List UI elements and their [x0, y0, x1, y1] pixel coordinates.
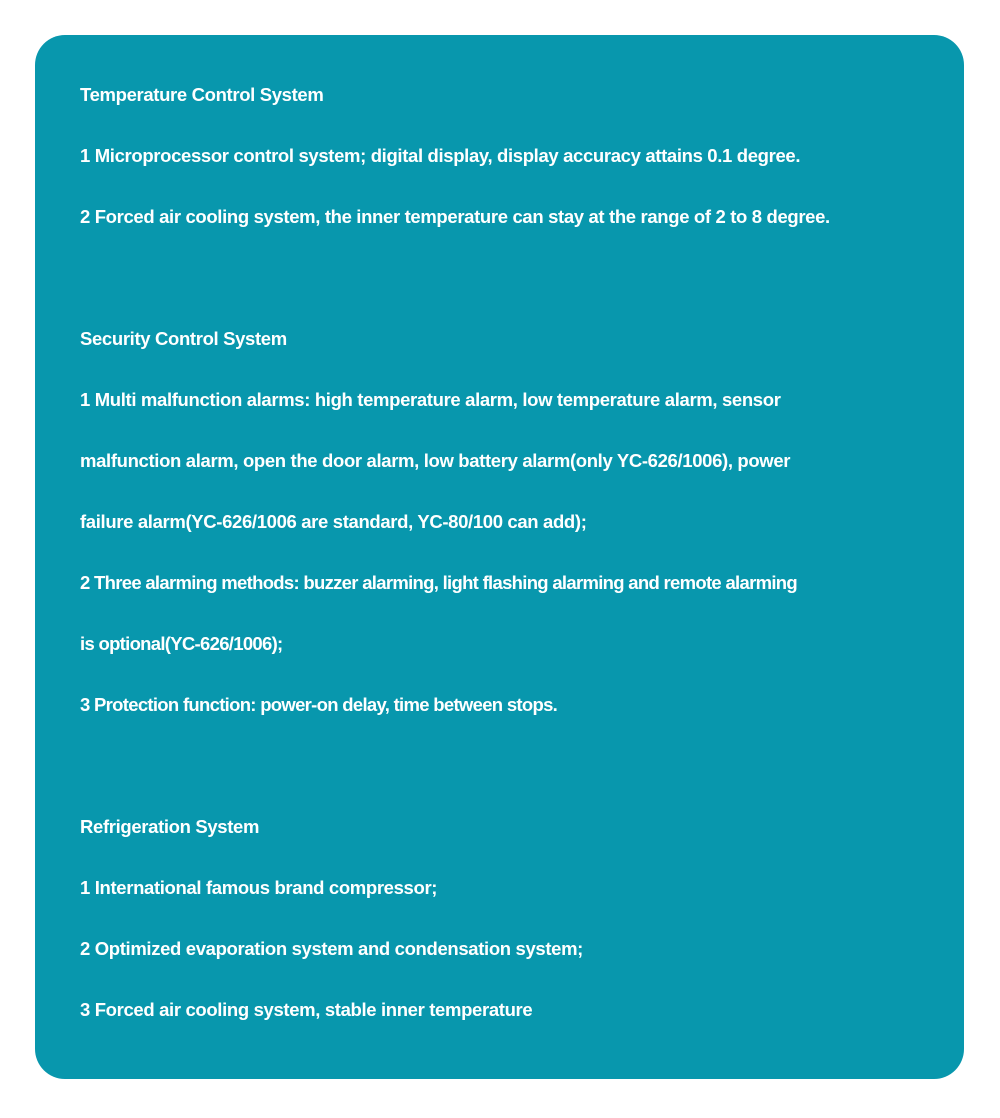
feature-panel: [35, 35, 964, 1079]
section-title-security-control: Security Control System: [80, 328, 287, 349]
security-control-line-6: 3 Protection function: power-on delay, time between stops.: [80, 694, 558, 715]
temperature-control-line-1: 1 Microprocessor control system; digital display, display accuracy attains 0.1 degree.: [80, 145, 801, 166]
refrigeration-line-2: 2 Optimized evaporation system and condensation system;: [80, 938, 583, 959]
section-title-refrigeration: Refrigeration System: [80, 816, 260, 837]
refrigeration-line-3: 3 Forced air cooling system, stable inner temperature: [80, 999, 533, 1020]
security-control-line-5: is optional(YC-626/1006);: [80, 633, 283, 654]
section-title-temperature-control: Temperature Control System: [80, 84, 324, 105]
security-control-line-4: 2 Three alarming methods: buzzer alarming, light flashing alarming and remote alarming: [80, 572, 797, 593]
security-control-line-2: malfunction alarm, open the door alarm, low battery alarm(only YC-626/1006), power: [80, 450, 791, 471]
refrigeration-line-1: 1 International famous brand compressor;: [80, 877, 438, 898]
temperature-control-line-2: 2 Forced air cooling system, the inner temperature can stay at the range of 2 to 8 degree.: [80, 206, 830, 227]
security-control-line-3: failure alarm(YC-626/1006 are standard, YC-80/100 can add);: [80, 511, 587, 532]
security-control-line-1: 1 Multi malfunction alarms: high temperature alarm, low temperature alarm, sensor: [80, 389, 781, 410]
